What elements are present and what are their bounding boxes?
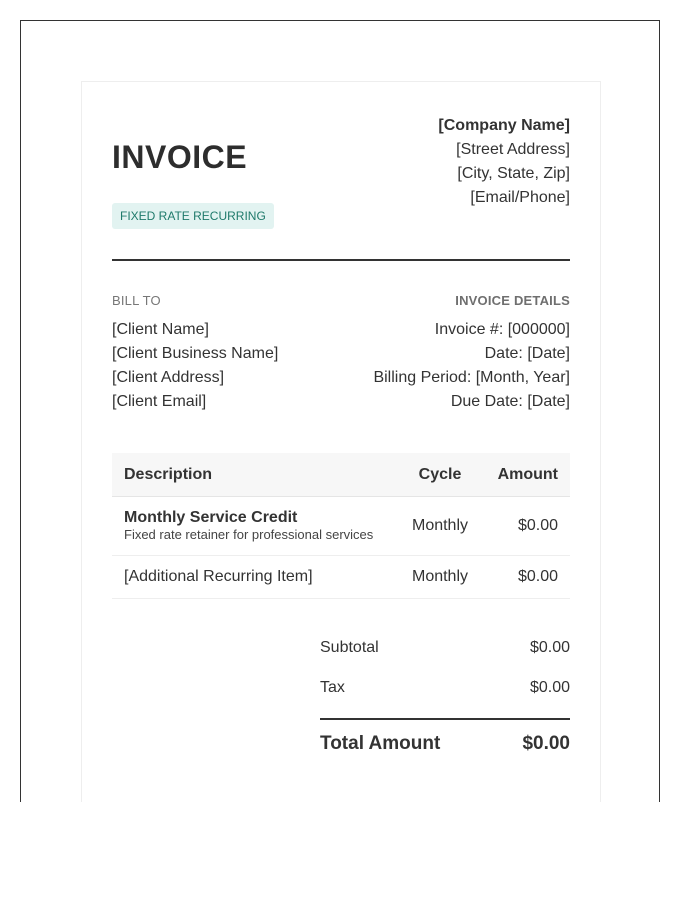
tax-label: Tax xyxy=(320,679,345,696)
table-row xyxy=(112,556,570,599)
due-date: Due Date: [Date] xyxy=(450,393,570,410)
invoice-number: Invoice #: [000000] xyxy=(434,321,570,338)
total-amount-row xyxy=(320,733,570,755)
row-description xyxy=(112,497,410,556)
total-value: $0.00 xyxy=(522,733,570,754)
totals-divider xyxy=(320,718,570,720)
invoice-date: Date: [Date] xyxy=(484,345,570,362)
table-header-row xyxy=(112,453,570,497)
header-divider xyxy=(112,259,570,261)
total-label: Total Amount xyxy=(320,733,441,754)
row-cycle: Monthly xyxy=(410,556,470,599)
invoice-details-label: INVOICE DETAILS xyxy=(455,293,570,308)
tax-value: $0.00 xyxy=(529,679,570,696)
row-amount: $0.00 xyxy=(470,497,570,556)
subtotal-value: $0.00 xyxy=(529,639,570,656)
line-items-table xyxy=(112,453,570,599)
client-address: [Client Address] xyxy=(112,369,225,386)
subtotal-label: Subtotal xyxy=(320,639,379,656)
row-cycle: Monthly xyxy=(410,497,470,556)
header-cycle: Cycle xyxy=(410,453,470,497)
invoice-type-badge: FIXED RATE RECURRING xyxy=(112,203,274,229)
item-title: Monthly Service Credit xyxy=(124,509,298,526)
company-street: [Street Address] xyxy=(456,141,570,158)
company-city: [City, State, Zip] xyxy=(457,165,570,182)
header-description: Description xyxy=(112,453,410,497)
client-business-name: [Client Business Name] xyxy=(112,345,279,362)
invoice-details-block xyxy=(373,318,570,414)
client-name: [Client Name] xyxy=(112,321,209,338)
header-amount: Amount xyxy=(470,453,570,497)
client-email: [Client Email] xyxy=(112,393,207,410)
company-name: [Company Name] xyxy=(438,117,570,134)
row-amount: $0.00 xyxy=(470,556,570,599)
item-subtitle: Fixed rate retainer for professional services xyxy=(124,527,374,542)
invoice-title: INVOICE xyxy=(112,139,248,175)
tax-row xyxy=(320,679,570,697)
company-info xyxy=(438,114,570,210)
subtotal-row xyxy=(320,639,570,657)
table-row xyxy=(112,497,570,556)
billing-period: Billing Period: [Month, Year] xyxy=(373,369,570,386)
company-contact: [Email/Phone] xyxy=(470,189,570,206)
bill-to-label: BILL TO xyxy=(112,293,161,308)
bill-to-block xyxy=(112,318,278,414)
row-description: [Additional Recurring Item] xyxy=(112,556,410,599)
